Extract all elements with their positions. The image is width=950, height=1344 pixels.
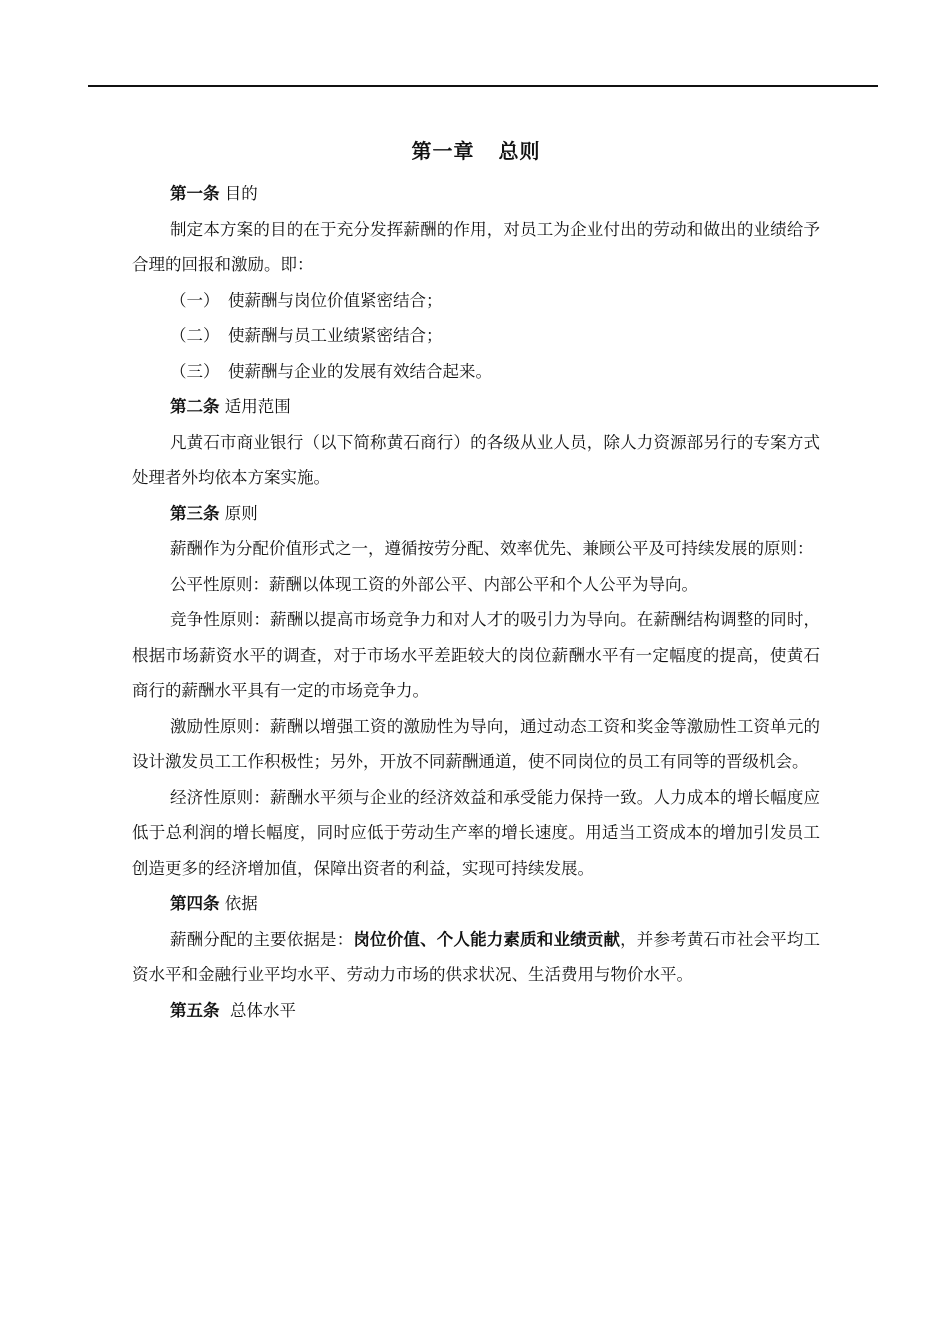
article-number: 第一条	[170, 184, 220, 203]
list-marker: （一）	[170, 290, 220, 310]
paragraph-emphasis: 岗位价值、个人能力素质和业绩贡献	[353, 929, 621, 949]
article-1-heading	[132, 176, 820, 212]
article-name: 目的	[224, 184, 258, 203]
article-3-paragraph-economy: 经济性原则：薪酬水平须与企业的经济效益和承受能力保持一致。人力成本的增长幅度应低于总利润的增长幅度，同时应低于劳动生产率的增长速度。用适当工资成本的增加引发员工创造更多的经济增加值，保障出资者的利益，实现可持续发展。	[132, 787, 820, 878]
paragraph-text: 薪酬分配的主要依据是：	[170, 929, 354, 949]
article-name: 原则	[224, 503, 258, 523]
list-text: 使薪酬与岗位价值紧密结合；	[228, 290, 443, 310]
list-text: 使薪酬与企业的发展有效结合起来。	[228, 361, 492, 381]
article-4-heading	[132, 886, 820, 922]
article-4-paragraph	[132, 922, 820, 993]
article-3-heading	[132, 496, 820, 532]
article-1-paragraph: 制定本方案的目的在于充分发挥薪酬的作用，对员工为企业付出的劳动和做出的业绩给予合理的回报和激励。即：	[132, 219, 820, 274]
article-2-paragraph: 凡黄石市商业银行（以下简称黄石商行）的各级从业人员，除人力资源部另行的专案方式处理者外均依本方案实施。	[132, 432, 820, 487]
list-marker: （三）	[170, 361, 220, 381]
chapter-title	[132, 130, 820, 172]
chapter-name: 总则	[498, 139, 541, 163]
article-2-heading	[132, 389, 820, 425]
list-item	[132, 283, 820, 319]
list-marker: （二）	[170, 326, 220, 345]
article-3-paragraph-competitiveness: 竞争性原则：薪酬以提高市场竞争力和对人才的吸引力为导向。在薪酬结构调整的同时，根据市场薪资水平的调查，对于市场水平差距较大的岗位薪酬水平有一定幅度的提高，使黄石商行的薪酬水平具有一定的市场竞争力。	[132, 610, 820, 700]
document-body	[132, 130, 820, 1028]
article-number: 第三条	[170, 503, 220, 523]
header-rule	[88, 85, 878, 87]
article-number: 第四条	[170, 894, 220, 913]
article-name: 依据	[224, 894, 258, 913]
list-text: 使薪酬与员工业绩紧密结合；	[228, 326, 443, 345]
list-item	[132, 354, 820, 390]
article-number: 第五条	[170, 1000, 220, 1020]
list-item	[132, 318, 820, 354]
article-name: 总体水平	[230, 1000, 296, 1020]
chapter-number: 第一章	[411, 139, 475, 163]
article-name: 适用范围	[224, 397, 291, 416]
article-number: 第二条	[170, 397, 220, 416]
article-5-heading	[132, 993, 820, 1029]
article-3-paragraph-intro: 薪酬作为分配价值形式之一，遵循按劳分配、效率优先、兼顾公平及可持续发展的原则：	[170, 539, 814, 558]
article-3-paragraph-incentive: 激励性原则：薪酬以增强工资的激励性为导向，通过动态工资和奖金等激励性工资单元的设计激发员工工作积极性；另外，开放不同薪酬通道，使不同岗位的员工有同等的晋级机会。	[132, 716, 820, 771]
article-3-paragraph-fairness: 公平性原则：薪酬以体现工资的外部公平、内部公平和个人公平为导向。	[170, 574, 698, 594]
paragraph-text: ，并参考黄石市社会平均工资水平和金融行业平均水平、劳动力市场的供求状况、生活费用与物价水平。	[132, 929, 821, 984]
